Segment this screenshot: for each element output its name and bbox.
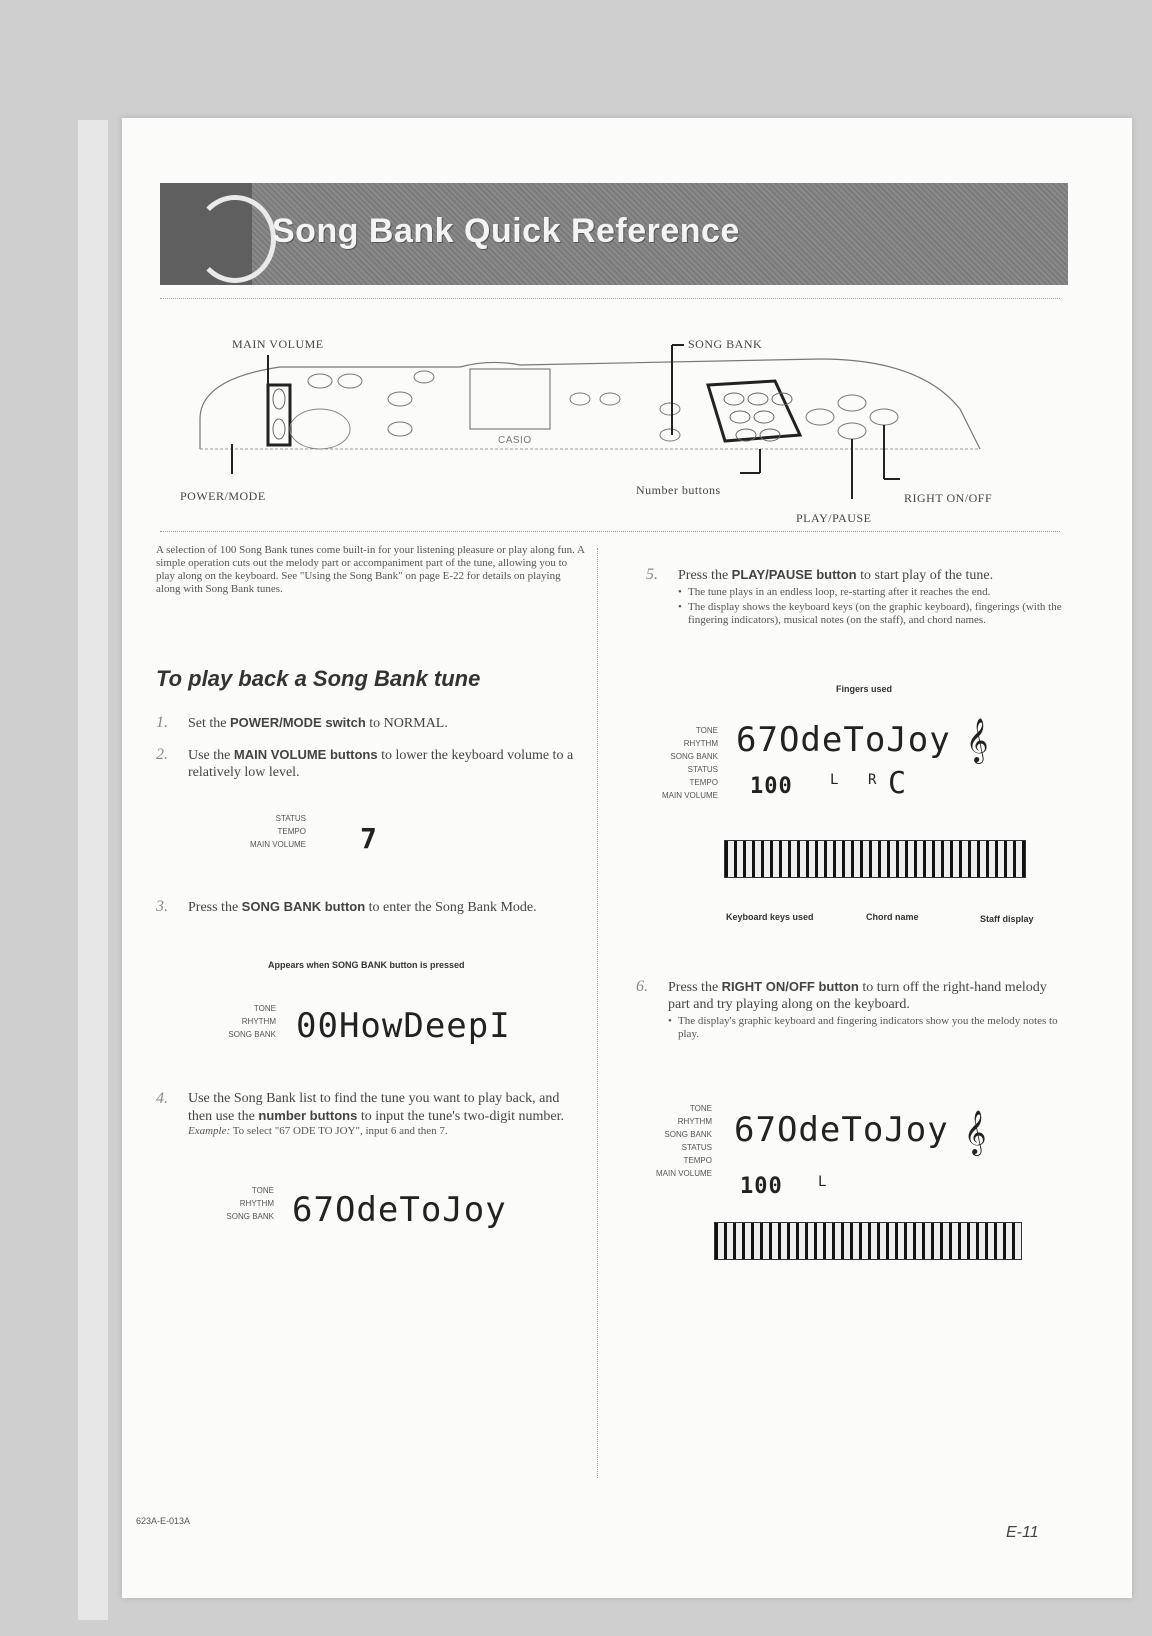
right-on-off-label: RIGHT ON/OFF [904,491,993,505]
lcd-full-rhythm: RHYTHM [683,739,718,748]
lcd-label-song-bank-2: SONG BANK [226,1212,274,1221]
step-5-number: 5. [646,566,658,583]
lcd-full-tone-2: TONE [689,1104,712,1113]
lcd-graphic-keyboard-2 [714,1222,1022,1260]
lcd-full-tempo-2: TEMPO [683,1156,712,1165]
column-divider [597,548,598,1478]
step-4-post: to input the tune's two-digit number. [357,1109,564,1124]
step-4-example-label: Example: [188,1125,231,1137]
step-5-pre: Press the [678,568,732,583]
lcd-chord-display: C [888,766,908,801]
lcd-volume-value: 7 [360,822,378,855]
lcd-label-status: STATUS [275,814,306,823]
step-5-post: to start play of the tune. [856,568,994,583]
step-2 [156,746,578,781]
binding-edge [78,120,108,1620]
lcd-full-status-2: STATUS [681,1143,712,1152]
step-4-number: 4. [156,1090,168,1107]
step-3-bold: SONG BANK button [241,899,366,914]
lcd-tempo-value: 100 [750,774,793,799]
lcd-howdeep-display: 00HowDeepI [296,1006,511,1046]
lcd-label-rhythm-2: RHYTHM [239,1199,274,1208]
lcd-full-main-volume-2: MAIN VOLUME [655,1169,712,1178]
lcd-full-main-volume: MAIN VOLUME [661,791,718,800]
banner-cap [160,183,252,285]
lcd-tempo-value-2: 100 [740,1174,783,1199]
lcd-label-tempo: TEMPO [277,827,306,836]
step-6-number: 6. [636,978,648,995]
page-title: Song Bank Quick Reference [272,212,740,250]
song-bank-caption: Appears when SONG BANK button is pressed [268,960,465,970]
banner-ring-decoration [194,195,276,283]
step-1-pre: Set the [188,716,230,731]
step-3-number: 3. [156,898,168,915]
step-1-post: to NORMAL. [365,716,448,731]
step-6 [636,978,1058,1041]
step-5-bullet-2: • The display shows the keyboard keys (on the graphic keyboard), fingerings (with the fingering indicators), musical notes (on the staff), and chord names. [678,601,1064,627]
casio-logo: CASIO [498,435,532,446]
step-1-number: 1. [156,714,168,731]
step-6-pre: Press the [668,980,722,995]
lcd-left-hand-indicator: L [830,772,840,788]
lcd-label-tone: TONE [253,1004,276,1013]
step-5-bullet-1: • The tune plays in an endless loop, re-starting after it reaches the end. [678,586,1064,599]
intro-paragraph: A selection of 100 Song Bank tunes come built-in for your listening pleasure or play along fun. A simple operation cuts out the melody part or accompaniment part of the tune, allowing you to play along on the keyboard. See "Using the Song Bank" on page E-22 for details on playing along with Song Bank tunes. [156,544,585,595]
lcd-full-labels [640,724,718,802]
step-3-post: to enter the Song Bank Mode. [365,900,537,915]
lcd-full-labels-2 [628,1102,712,1180]
step-4-pre: Use the Song Bank list to find the tune you want to play back, and then use the [188,1091,560,1124]
lcd-left-hand-indicator-2: L [818,1174,828,1190]
play-pause-label: PLAY/PAUSE [796,511,872,525]
lcd-odetojoy-display-2: 67OdeToJoy [736,720,951,760]
keyboard-panel-diagram [160,298,1060,532]
lcd-song-labels [196,1002,276,1041]
fingers-used-caption: Fingers used [836,684,893,694]
step-2-pre: Use the [188,748,234,763]
step-4-example: To select "67 ODE TO JOY", input 6 and then 7. [230,1125,448,1137]
lcd-label-tone-2: TONE [251,1186,274,1195]
step-5 [646,566,1064,627]
lcd-full-rhythm-2: RHYTHM [677,1117,712,1126]
main-volume-label: MAIN VOLUME [232,337,324,351]
lcd-odetojoy-display: 67OdeToJoy [292,1190,507,1230]
step-2-post: to lower the keyboard volume to a relatively low level. [188,748,574,780]
lcd-label-rhythm: RHYTHM [241,1017,276,1026]
lcd-full-tempo: TEMPO [689,778,718,787]
step-4-bold: number buttons [258,1108,358,1123]
step-3-pre: Press the [188,900,242,915]
step-5-bold: PLAY/PAUSE button [731,567,857,582]
chord-name-caption: Chord name [866,912,919,922]
treble-clef-icon: 𝄞 [966,718,990,762]
number-buttons-label: Number buttons [636,483,721,497]
lcd-full-tone: TONE [695,726,718,735]
lcd-right-hand-indicator: R [868,772,878,788]
lcd-graphic-keyboard [724,840,1026,878]
step-1 [156,714,578,732]
step-2-bold: MAIN VOLUME buttons [233,747,378,762]
lcd-full-song-bank: SONG BANK [670,752,718,761]
staff-display-caption: Staff display [980,914,1034,924]
song-bank-label: SONG BANK [688,337,763,351]
document-code: 623A-E-013A [136,1516,191,1526]
treble-clef-icon-2: 𝄞 [964,1110,988,1154]
power-mode-label: POWER/MODE [180,489,266,503]
lcd-full-song-bank-2: SONG BANK [664,1130,712,1139]
lcd-volume-labels [228,812,306,851]
lcd-label-main-volume: MAIN VOLUME [249,840,306,849]
page-number: E-11 [1006,1524,1039,1541]
step-6-bullet-1: • The display's graphic keyboard and fingering indicators show you the melody notes to play. [668,1015,1058,1041]
step-3 [156,898,578,916]
step-6-bold: RIGHT ON/OFF button [721,979,859,994]
step-1-bold: POWER/MODE switch [230,715,366,730]
step-4 [156,1090,578,1137]
section-heading: To play back a Song Bank tune [156,666,481,691]
step-6-post: to turn off the right-hand melody part and try playing along on the keyboard. [668,980,1047,1012]
lcd-label-song-bank: SONG BANK [228,1030,276,1039]
keyboard-keys-used-caption: Keyboard keys used [726,912,814,922]
lcd-odetojoy-display-3: 67OdeToJoy [734,1110,949,1150]
step-2-number: 2. [156,746,168,763]
lcd-song-labels-2 [192,1184,274,1223]
lcd-full-status: STATUS [687,765,718,774]
